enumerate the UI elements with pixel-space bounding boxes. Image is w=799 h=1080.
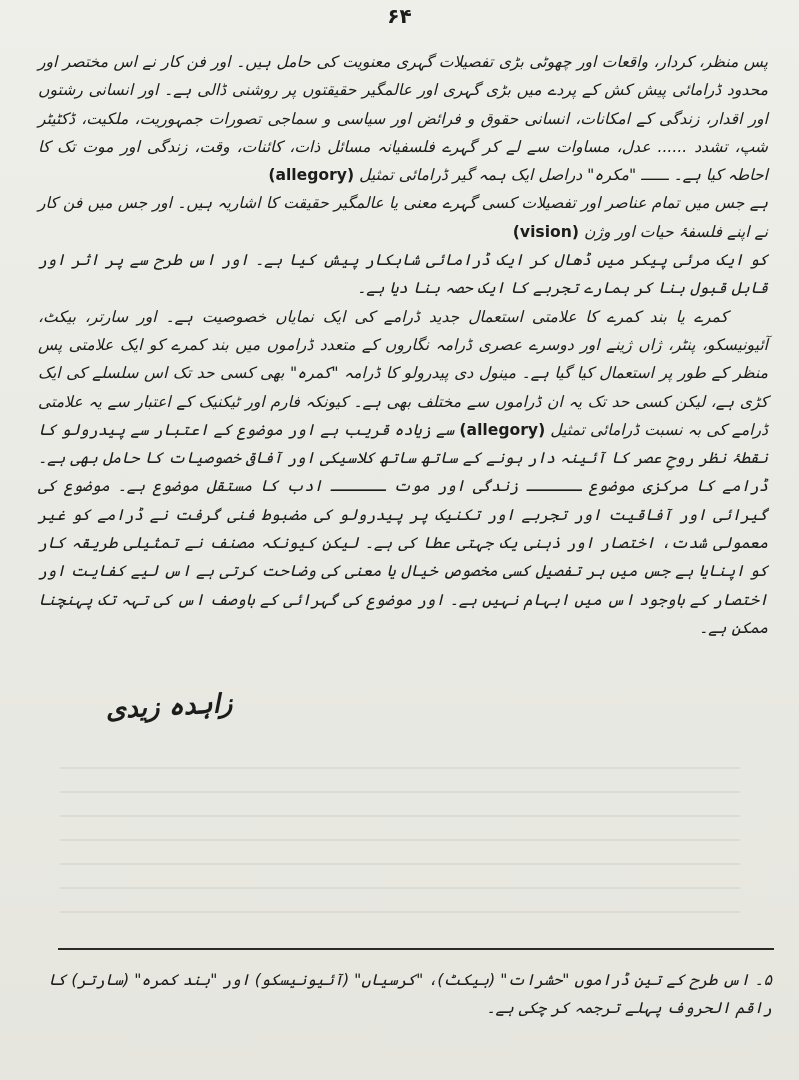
footnote: ۵۔ اس طرح کے تین ڈراموں "حشرات" (بیکٹ)، "کرسیاں" (آئیونیسکو) اور "بند کمرہ" (سارتر) کا راقم الحروف پہلے ترجمہ کر چکی ہے۔ bbox=[48, 971, 772, 1017]
paragraph-2-text: ہے جس میں تمام عناصر اور تفصیلات کسی گہرے معنی یا عالمگیر حقیقت کا اشاریہ ہیں۔ اور جس میں فن کار نے اپنے فلسفۂ حیات اور وژن bbox=[38, 194, 768, 241]
latin-term-vision: (vision) bbox=[512, 222, 580, 241]
paragraph-2 bbox=[38, 303, 768, 643]
paragraph-1-text: پس منظر، کردار، واقعات اور چھوٹی بڑی تفصیلات گہری معنویت کی حامل ہیں۔ اور فن کار نے اس مختصر اور محدود ڈرامائی پیش کش کے پردے میں بڑی گہری اور عالمگیر حقیقتوں پر روشنی ڈالی ہے۔ اور انسانی رشتوں اور اقدار، زندگی کے امکانات، انسانی حقوق و فرائض اور سیاسی و سماجی تصورات جمہوریت، ملکیت، ڈکٹیٹر شپ، تشدد ...... عدل، مساوات سے لے کر گہرے فلسفیانہ مسائل ذات، کائنات، وقت، زندگی اور موت تک کا احاطہ کیا ہے۔ ــــــ "مکرہ" دراصل ایک ہمہ گیر ڈرامائی تمثیل bbox=[38, 53, 768, 185]
paragraph-1-cont bbox=[38, 189, 768, 246]
bleed-through-texture bbox=[60, 745, 740, 925]
paragraph-4-text: کمرے یا بند کمرے کا علامتی استعمال جدید ڈرامے کی ایک نمایاں خصوصیت ہے۔ اور سارتر، بیکٹ، آئیونیسکو، پنٹر، ژاں ژینے اور دوسرے عصری ڈرامہ نگاروں کے متعدد ڈراموں میں بند کمرے کو ایک علامتی پس منظر کے طور پر استعمال کیا گیا ہے۔ مینول دی پیدرولو کا ڈرامہ "کمرہ" بھی کسی حد تک اس سلسلے کی ایک کڑی ہے، لیکن کسی حد تک یہ ان ڈراموں سے مختلف بھی ہے۔ کیونکہ فارم اور ٹیکنیک کے اعتبار سے یہ علامتی ڈرامے کی بہ نسبت ڈرامائی تمثیل bbox=[38, 307, 769, 439]
paragraph-1 bbox=[38, 48, 768, 189]
footnote-divider bbox=[58, 948, 774, 950]
paragraph-5-text: سے زیادہ قریب ہے اور موضوع کے اعتبار سے پیدرولو کا نقطۂ نظر روحِ عصر کا آئینہ دار ہونے کے ساتھ ساتھ کلاسیکی اور آفاقی خصوصیات کا حامل بھی ہے۔ ڈرامے کا مرکزی موضوع ــــــ زندگی اور موت ــــــ ادب کا مستقل موضوع ہے۔ موضوع کی گیرائی اور آفاقیت اور تجربے اور تکنیک پر پیدرولو کی مضبوط فنی گرفت نے ڈرامے کو غیر معمولی شدت، اختصار اور ذہنی یک جہتی عطا کی ہے۔ لیکن کیونکہ مصنف نے تمثیلی طریقہ کار کو اپنایا ہے جس میں ہر تفصیل کسی مخصوص خیال یا معنی کی وضاحت کرتی ہے اس لیے کفایت اور اختصار کے باوجود اس میں ابہام نہیں ہے۔ اور موضوع کی گہرائی کے باوصف اس کی تہہ تک پہنچنا ممکن ہے۔ bbox=[38, 420, 768, 637]
author-signature: زاہدہ زیدی bbox=[104, 688, 234, 726]
body-text bbox=[38, 48, 768, 642]
page-number: ۶۴ bbox=[387, 4, 412, 28]
latin-term-allegory: (allegory) bbox=[268, 166, 355, 185]
latin-term-allegory-2: (allegory) bbox=[459, 420, 546, 439]
paragraph-3-text: کو ایک مرئی پیکر میں ڈھال کر ایک ڈرامائی شاہکار پیش کیا ہے۔ اور اس طرح سے پر اثر اور قابل قبول بنا کر ہمارے تجربے کا ایک حصہ بنا دیا ہے۔ bbox=[38, 251, 768, 298]
paragraph-1-end bbox=[38, 246, 768, 303]
